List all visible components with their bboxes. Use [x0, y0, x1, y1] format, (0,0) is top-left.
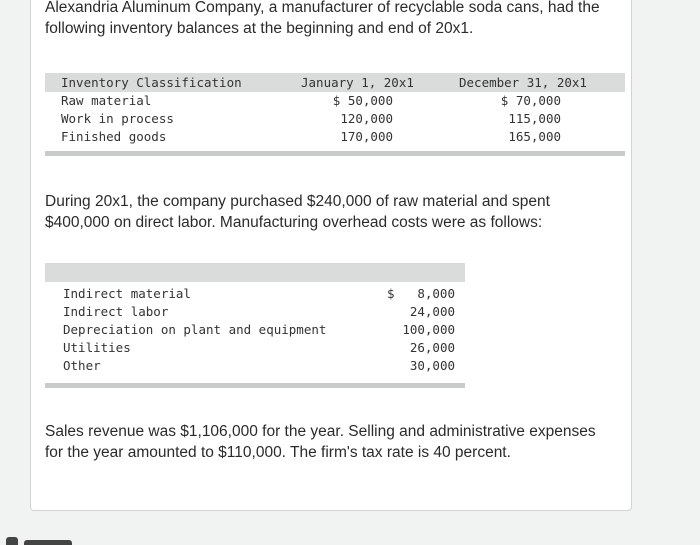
row-value: 8,000: [417, 286, 455, 301]
table-row: [45, 339, 465, 357]
row-value: 100,000: [402, 322, 455, 337]
table-row: [45, 92, 625, 110]
row-label: Raw material: [61, 93, 152, 108]
row-label: Depreciation on plant and equipment: [63, 322, 327, 337]
inventory-table-header-row: [45, 74, 625, 92]
row-label: Utilities: [63, 340, 131, 355]
intro-paragraph: Alexandria Aluminum Company, a manufacturer of recyclable soda cans, had the following inventory balances at the beginning and end of 20x1.: [45, 0, 600, 37]
row-label: Indirect material: [63, 286, 191, 301]
inventory-table: [45, 73, 625, 183]
sales-paragraph: Sales revenue was $1,106,000 for the year. Selling and administrative expenses for the year amounted to $110,000. The firm's tax rate is 40 percent.: [45, 423, 596, 461]
table-row: [45, 357, 465, 375]
table-row: [45, 285, 465, 303]
table-row: [45, 110, 625, 128]
dec-value: 115,000: [508, 111, 561, 126]
dec-value: 165,000: [508, 129, 561, 144]
col-header-classification: Inventory Classification: [61, 75, 242, 90]
problem-card: [30, 0, 632, 511]
jan-value: 170,000: [340, 129, 393, 144]
jan-value: 120,000: [340, 111, 393, 126]
row-value: 30,000: [409, 358, 455, 373]
clipped-text-fragment: [6, 537, 18, 545]
overhead-table-bottom-rule: [45, 383, 465, 388]
inventory-table-bottom-rule: [45, 151, 625, 156]
row-label: Indirect labor: [63, 304, 169, 319]
currency-symbol: $: [387, 286, 395, 301]
col-header-dec: December 31, 20x1: [459, 75, 587, 90]
dec-value: $ 70,000: [500, 93, 561, 108]
jan-value: $ 50,000: [332, 93, 393, 108]
table-row: [45, 303, 465, 321]
table-row: [45, 128, 625, 146]
purchases-paragraph: During 20x1, the company purchased $240,000 of raw material and spent $400,000 on direct labor. Manufacturing overhead costs were as follows:: [45, 193, 550, 231]
row-label: Finished goods: [61, 129, 167, 144]
overhead-table-header-bar: [45, 263, 465, 282]
row-value: 26,000: [409, 340, 455, 355]
row-label: Other: [63, 358, 101, 373]
row-label: Work in process: [61, 111, 174, 126]
row-value: 24,000: [409, 304, 455, 319]
table-row: [45, 321, 465, 339]
overhead-table: [45, 263, 465, 395]
col-header-jan: January 1, 20x1: [301, 75, 414, 90]
clipped-text-fragment: [24, 540, 72, 545]
